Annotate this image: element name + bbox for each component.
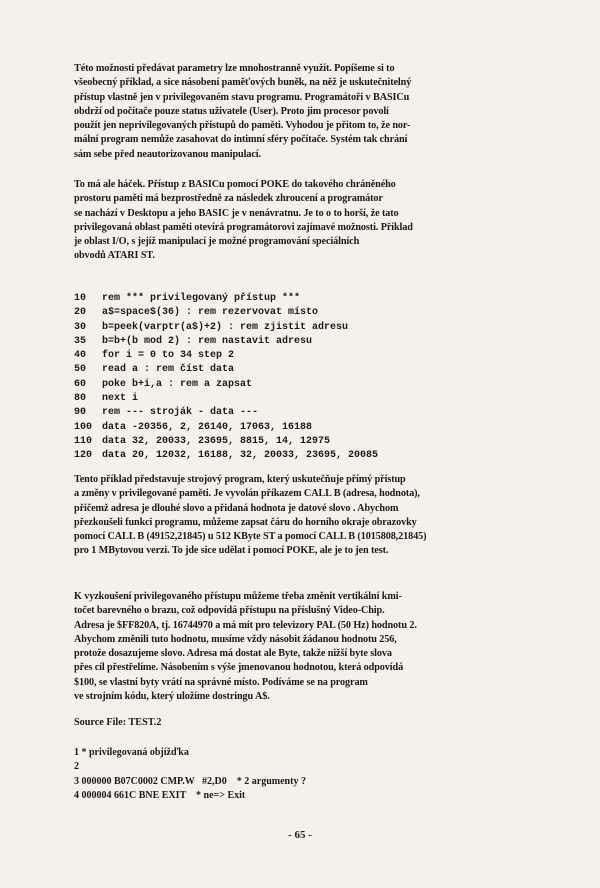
paragraph-line: se nachází v Desktopu a jeho BASIC je v nenávratnu. Je to o to horší, že tato <box>74 207 399 219</box>
code-line <box>74 335 514 349</box>
paragraph-2 <box>74 178 514 264</box>
paragraph-line: Tento příklad představuje strojový program, který uskutečňuje přímý přístup <box>74 474 406 485</box>
paragraph-line: točet barevného o brazu, což odpovídá přístupu na příslušný Video-Chip. <box>74 605 385 617</box>
line-number: 120 <box>74 450 93 462</box>
code-line <box>74 306 514 320</box>
line-text: next i <box>102 393 139 405</box>
paragraph-line: obvodů ATARI ST. <box>74 250 155 262</box>
code-line <box>74 321 514 335</box>
paragraph-line: přístup vlastně jen v privilegovaném stavu programu. Programátoři v BASICu <box>74 91 410 103</box>
line-number: 80 <box>74 393 87 405</box>
line-number: 90 <box>74 407 87 419</box>
paragraph-line: K vyzkoušení privilegovaného přístupu můžeme třeba změnit vertikální kmi- <box>74 591 402 602</box>
line-text: for i = 0 to 34 step 2 <box>102 350 235 362</box>
basic-listing <box>74 292 514 464</box>
paragraph-line: privilegovaná oblast paměti otevírá programátorovi zajímavé možnosti. Příklad <box>74 221 413 233</box>
line-text: rem --- stroják - data --- <box>102 407 259 419</box>
line-number: 20 <box>74 307 87 319</box>
asm-line: 3 000000 B07C0002 CMP.W #2,D0 * 2 argumenty ? <box>74 775 306 787</box>
paragraph-line: Abychom změnili tuto hodnotu, musíme vždy násobit žádanou hodnotu 256, <box>74 633 397 645</box>
page-number: - 65 - <box>288 829 312 841</box>
code-line <box>74 292 514 306</box>
line-text: poke b+i,a : rem a zapsat <box>102 378 253 390</box>
code-line <box>74 363 514 377</box>
paragraph-line: přes cíl přestřelíme. Násobením s výše jmenovanou hodnotou, která odpovídá <box>74 662 404 674</box>
code-line <box>74 421 514 435</box>
line-number: 10 <box>74 293 87 304</box>
code-line <box>74 378 514 392</box>
code-line <box>74 392 514 406</box>
source-file-label: Source File: TEST.2 <box>74 717 162 728</box>
line-number: 110 <box>74 435 93 447</box>
paragraph-line: obdrží od počítače pouze status uživatele (User). Proto jim procesor povolí <box>74 105 389 117</box>
paragraph-line: To má ale háček. Přístup z BASICu pomocí POKE do takového chráněného <box>74 179 396 190</box>
paragraph-3 <box>74 473 514 559</box>
line-text: b=b+(b mod 2) : rem nastavit adresu <box>102 335 313 347</box>
paragraph-line: přičemž adresa je dlouhé slovo a přidaná hodnota je datové slovo . Abychom <box>74 502 399 514</box>
paragraph-line: Této možnosti předávat parametry lze mnohostranně využít. Popíšeme si to <box>74 63 395 74</box>
paragraph-1 <box>74 62 514 162</box>
line-text: rem *** privilegovaný přístup *** <box>102 293 301 304</box>
code-line <box>74 349 514 363</box>
line-text: a$=space$(36) : rem rezervovat místo <box>102 307 319 319</box>
line-text: b=peek(varptr(a$)+2) : rem zjistit adresu <box>102 321 349 333</box>
paragraph-line: prostoru paměti má bezprostředně za následek zhroucení a programátor <box>74 193 383 205</box>
paragraph-4 <box>74 590 514 704</box>
assembler-listing <box>74 746 514 803</box>
paragraph-line: a změny v privilegované paměti. Je vyvolán příkazem CALL B (adresa, hodnota), <box>74 488 420 500</box>
paragraph-line: Adresa je $FF820A, tj. 16744970 a má mít pro televizory PAL (50 Hz) hodnotu 2. <box>74 619 417 631</box>
code-line <box>74 449 514 463</box>
line-text: data -20356, 2, 26140, 17063, 16188 <box>102 421 313 433</box>
paragraph-line: sám sebe před neautorizovanou manipulací. <box>74 148 261 160</box>
code-line <box>74 435 514 449</box>
line-text: data 32, 20033, 23695, 8815, 14, 12975 <box>102 435 331 447</box>
paragraph-line: $100, se vlastní byty vrátí na správné místo. Podíváme se na program <box>74 676 368 688</box>
paragraph-line: je oblast I/O, s jejíž manipulací je možné programování speciálních <box>74 236 360 248</box>
line-number: 100 <box>74 421 93 433</box>
code-line <box>74 406 514 420</box>
paragraph-line: ve strojním kódu, který uložíme dostringu A$. <box>74 691 270 703</box>
paragraph-line: přezkoušeli funkci programu, můžeme zapsat čáru do horního okraje obrazovky <box>74 516 417 528</box>
line-number: 40 <box>74 350 87 362</box>
paragraph-line: všeobecný příklad, a sice násobení paměťových buněk, na něž je uskutečnitelný <box>74 77 412 89</box>
line-number: 50 <box>74 364 87 376</box>
paragraph-line: pro 1 MBytovou verzi. To jde sice udělat i pomocí POKE, ale je to jen test. <box>74 545 389 557</box>
line-number: 35 <box>74 335 87 347</box>
line-text: read a : rem číst data <box>102 364 235 376</box>
asm-line: 2 <box>74 761 79 773</box>
paragraph-line: protože dosazujeme slovo. Adresa má dostat ale Byte, takže nižší byte slova <box>74 648 392 660</box>
paragraph-line: mální program nemůže zasahovat do intimní sféry počítače. Systém tak chrání <box>74 134 408 146</box>
line-number: 60 <box>74 378 87 390</box>
paragraph-line: pomocí CALL B (49152,21845) u 512 KByte ST a pomocí CALL B (1015808,21845) <box>74 531 427 543</box>
line-text: data 20, 12032, 16188, 32, 20033, 23695, 20085 <box>102 450 379 462</box>
asm-line: 4 000004 661C BNE EXIT * ne=> Exit <box>74 789 246 801</box>
line-number: 30 <box>74 321 87 333</box>
asm-line: 1 * privilegovaná objížďka <box>74 747 189 758</box>
paragraph-line: použít jen neprivilegovaných přístupů do paměti. Vyhodou je přitom to, že nor- <box>74 120 411 132</box>
